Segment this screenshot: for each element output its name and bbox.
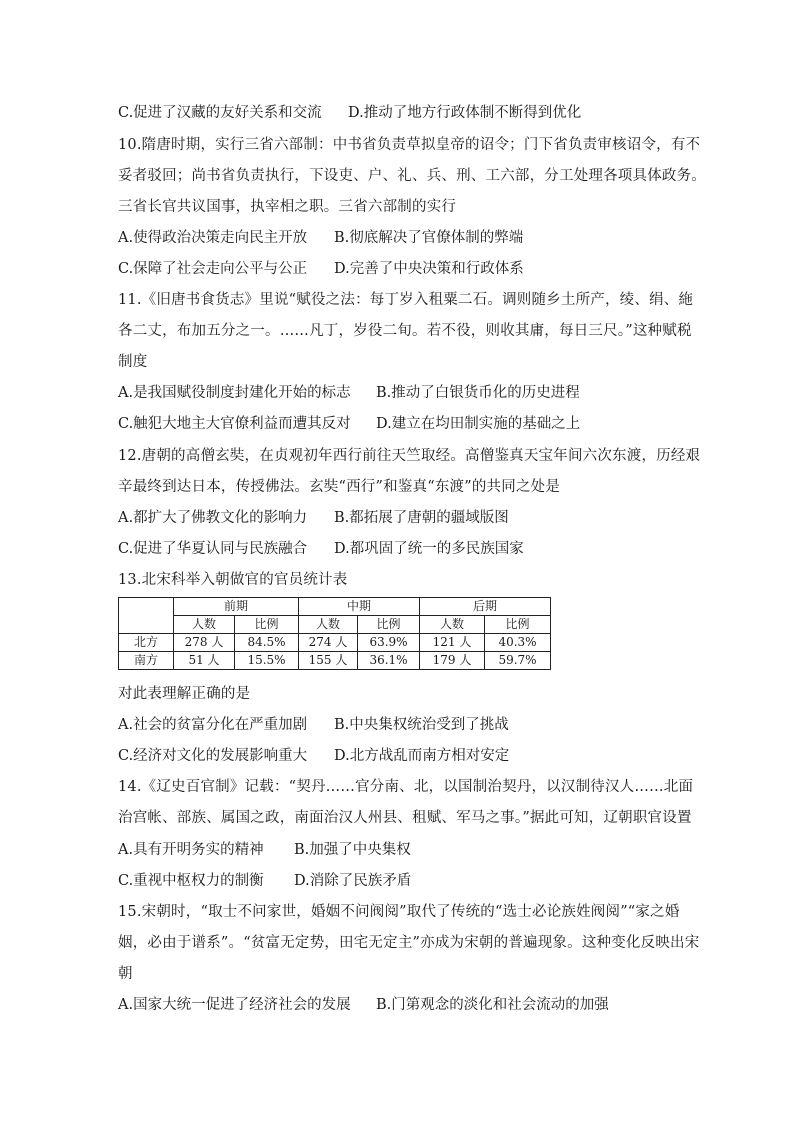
- table-row: [119, 634, 551, 652]
- q12-option-a: A.都扩大了佛教文化的影响力: [118, 510, 308, 526]
- subheader-ratio: 比例: [485, 616, 551, 634]
- q11-stem-line-3: 制度: [118, 354, 148, 370]
- table-row: [119, 652, 551, 670]
- period-header-middle: 中期: [299, 598, 420, 616]
- q15-option-a: A.国家大统一促进了经济社会的发展: [118, 997, 351, 1013]
- q9-option-d: D.推动了地方行政体制不断得到优化: [348, 105, 582, 121]
- q14-option-b: B.加强了中央集权: [294, 842, 411, 858]
- region-cell: 南方: [119, 652, 174, 670]
- q11-stem-line-2: 各二丈，布加五分之一。……凡丁，岁役二旬。若不役，则收其庸，每日三尺。”这种赋税: [118, 323, 692, 339]
- table-cell: 274 人: [299, 634, 358, 652]
- subheader-ratio: 比例: [358, 616, 420, 634]
- table-subheader-row: [119, 616, 551, 634]
- subheader-ratio: 比例: [235, 616, 299, 634]
- table-cell: 179 人: [420, 652, 485, 670]
- q10-option-c: C.保障了社会走向公平与公正: [118, 261, 308, 277]
- table-cell: 121 人: [420, 634, 485, 652]
- table-cell: 63.9%: [358, 634, 420, 652]
- q13-option-a: A.社会的贫富分化在严重加剧: [118, 717, 308, 733]
- q11-option-b: B.推动了白银货币化的历史进程: [376, 385, 580, 401]
- q10-option-b: B.彻底解决了官僚体制的弊端: [334, 230, 524, 246]
- region-cell: 北方: [119, 634, 174, 652]
- q14-option-d: D.消除了民族矛盾: [294, 873, 412, 889]
- table-cell: 278 人: [174, 634, 235, 652]
- q10-option-d: D.完善了中央决策和行政体系: [334, 261, 524, 277]
- q14-option-c: C.重视中枢权力的制衡: [118, 873, 264, 889]
- q15-stem-line-1: 15.宋朝时，“取士不问家世，婚姻不问阀阅”取代了传统的“选士必论族姓阀阅”“家之婚: [118, 904, 680, 920]
- table-cell: 51 人: [174, 652, 235, 670]
- q13-table-title: 13.北宋科举入朝做官的官员统计表: [118, 572, 348, 588]
- subheader-count: 人数: [174, 616, 235, 634]
- q12-option-b: B.都拓展了唐朝的疆域版图: [334, 510, 509, 526]
- table-cell: 155 人: [299, 652, 358, 670]
- q12-option-c: C.促进了华夏认同与民族融合: [118, 541, 308, 557]
- table-cell: 59.7%: [485, 652, 551, 670]
- q9-option-c: C.促进了汉藏的友好关系和交流: [118, 105, 322, 121]
- q12-option-d: D.都巩固了统一的多民族国家: [334, 541, 524, 557]
- table-cell: 40.3%: [485, 634, 551, 652]
- q10-stem-line-1: 10.隋唐时期，实行三省六部制：中书省负责草拟皇帝的诏令；门下省负责审核诏令，有不: [118, 137, 701, 153]
- q13-prompt: 对此表理解正确的是: [118, 686, 251, 702]
- table-cell: 15.5%: [235, 652, 299, 670]
- subheader-count: 人数: [420, 616, 485, 634]
- q11-option-a: A.是我国赋役制度封建化开始的标志: [118, 385, 351, 401]
- q11-stem-line-1: 11.《旧唐书食货志》里说“赋役之法：每丁岁入租粟二石。调则随乡土所产，绫、绢、絁: [118, 292, 694, 308]
- q15-stem-line-3: 朝: [118, 966, 133, 982]
- q12-stem-line-1: 12.唐朝的高僧玄奘，在贞观初年西行前往天竺取经。高僧鉴真天宝年间六次东渡，历经艰: [118, 448, 701, 464]
- q13-option-d: D.北方战乱而南方相对安定: [334, 748, 510, 764]
- q10-stem-line-3: 三省长官共议国事，执宰相之职。三省六部制的实行: [118, 199, 457, 215]
- official-statistics-table: [118, 597, 551, 670]
- table-corner-cell: [119, 598, 174, 634]
- period-header-late: 后期: [420, 598, 551, 616]
- q14-option-a: A.具有开明务实的精神: [118, 842, 264, 858]
- q13-option-c: C.经济对文化的发展影响重大: [118, 748, 308, 764]
- q13-option-b: B.中央集权统治受到了挑战: [334, 717, 509, 733]
- table-cell: 36.1%: [358, 652, 420, 670]
- q11-option-d: D.建立在均田制实施的基础之上: [376, 416, 581, 432]
- table-cell: 84.5%: [235, 634, 299, 652]
- q10-stem-line-2: 妥者驳回；尚书省负责执行，下设吏、户、礼、兵、刑、工六部，分工处理各项具体政务。: [118, 168, 706, 184]
- subheader-count: 人数: [299, 616, 358, 634]
- q10-option-a: A.使得政治决策走向民主开放: [118, 230, 308, 246]
- q14-stem-line-1: 14.《辽史百官制》记载：“契丹……官分南、北，以国制治契丹，以汉制待汉人……北面: [118, 779, 694, 795]
- q14-stem-line-2: 治宫帐、部族、属国之政，南面治汉人州县、租赋、军马之事。”据此可知，辽朝职官设置: [118, 810, 692, 826]
- period-header-early: 前期: [174, 598, 299, 616]
- q12-stem-line-2: 辛最终到达日本，传授佛法。玄奘“西行”和鉴真“东渡”的共同之处是: [118, 479, 561, 495]
- q11-option-c: C.触犯大地主大官僚利益而遭其反对: [118, 416, 351, 432]
- q15-stem-line-2: 姻，必由于谱系”。“贫富无定势，田宅无定主”亦成为宋朝的普遍现象。这种变化反映出宋: [118, 935, 700, 951]
- q15-option-b: B.门第观念的淡化和社会流动的加强: [376, 997, 609, 1013]
- table-header-row: [119, 598, 551, 616]
